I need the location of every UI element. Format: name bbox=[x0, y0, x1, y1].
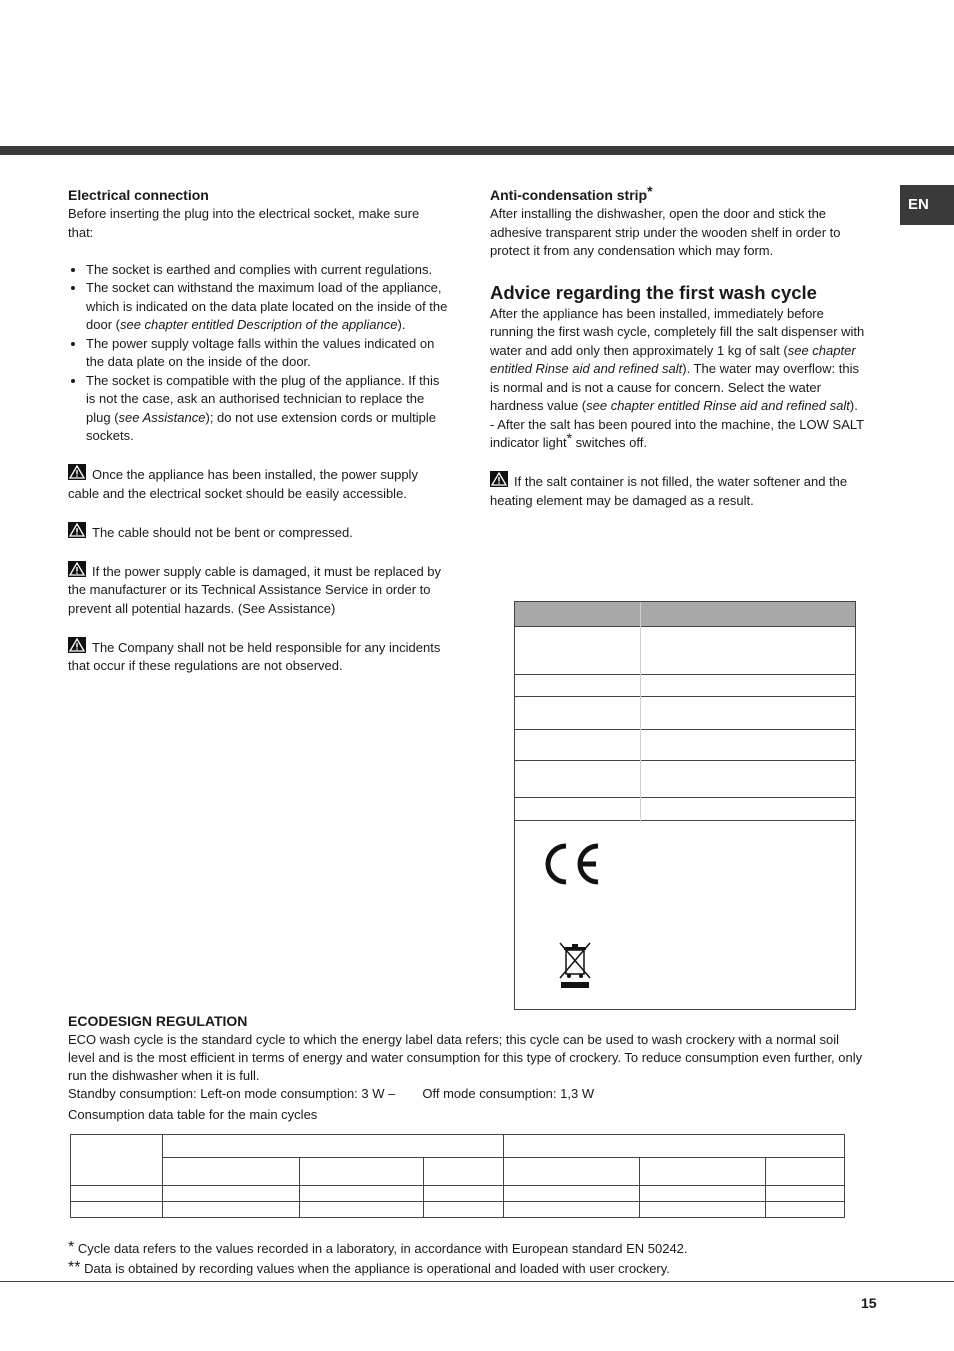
warning-note: The Company shall not be held responsible for any incidents that occur if these regulations are not observed. bbox=[68, 637, 448, 676]
table-row bbox=[515, 730, 855, 761]
table-row bbox=[515, 761, 855, 798]
table-row bbox=[515, 675, 855, 697]
warning-icon bbox=[68, 464, 86, 480]
table-row-divider bbox=[71, 1201, 844, 1202]
list-item: • The socket can withstand the maximum load of the appliance, which is indicated on the data plate located on the inside of the door (see chapter entitled Description of the appliance). bbox=[86, 279, 448, 335]
page-number: 15 bbox=[861, 1295, 877, 1311]
electrical-bullet-list bbox=[68, 261, 448, 446]
anti-condensation-heading: Anti-condensation strip* bbox=[490, 183, 653, 203]
table-column-divider bbox=[639, 1157, 640, 1217]
table-column-divider bbox=[503, 1135, 504, 1217]
table-column-divider bbox=[299, 1157, 300, 1217]
consumption-table bbox=[70, 1134, 845, 1218]
ecodesign-section bbox=[68, 1012, 863, 1124]
footnote: ** Data is obtained by recording values when the appliance is operational and loaded with user crockery. bbox=[68, 1259, 670, 1276]
electrical-intro: Before inserting the plug into the electrical socket, make sure that: bbox=[68, 206, 420, 240]
column-divider bbox=[640, 602, 641, 821]
table-column-divider bbox=[162, 1135, 163, 1217]
ecodesign-text: ECO wash cycle is the standard cycle to which the energy label data refers; this cycle can be used to wash crockery with a normal soil level and is the most efficient in terms of energy and water consumption for this type of crockery. To reduce consumption even further, only run the dishwasher when it is full. bbox=[68, 1032, 863, 1083]
footer-rule bbox=[0, 1281, 954, 1282]
weee-bin-icon bbox=[557, 940, 593, 990]
ce-mark-icon bbox=[544, 842, 602, 886]
electrical-connection-heading: Electrical connection bbox=[68, 187, 209, 203]
first-wash-text: After the appliance has been installed, immediately before running the first wash cycle, completely fill the salt dispenser with water and add only then approximately 1 kg of salt (see chapter entitled Rinse aid and refined salt). The water may overflow: this is normal and is not a cause for concern. Select the water hardness value (see chapter entitled Rinse aid and refined salt). - After the salt has been poured into the machine, the LOW SALT indicator light* switches off. bbox=[490, 305, 865, 450]
footnotes bbox=[68, 1238, 868, 1278]
table-column-divider bbox=[423, 1157, 424, 1217]
list-item: • The power supply voltage falls within the values indicated on the data plate on the inside of the door. bbox=[86, 335, 448, 372]
anti-condensation-text: After installing the dishwasher, open the door and stick the adhesive transparent strip under the wooden shelf in order to protect it from any condensation which may form. bbox=[490, 206, 841, 258]
warning-icon bbox=[68, 522, 86, 538]
table-row bbox=[515, 798, 855, 821]
language-tab: EN bbox=[900, 185, 954, 225]
table-row bbox=[515, 697, 855, 730]
consumption-table-caption: Consumption data table for the main cycles bbox=[68, 1107, 318, 1122]
warning-note: If the salt container is not filled, the water softener and the heating element may be damaged as a result. bbox=[490, 471, 865, 510]
warning-note: If the power supply cable is damaged, it must be replaced by the manufacturer or its Technical Assistance Service in order to prevent all potential hazards. (See Assistance) bbox=[68, 561, 448, 619]
list-item: • The socket is compatible with the plug of the appliance. If this is not the case, ask an authorised technician to replace the plug (see Assistance); do not use extension cords or multiple sockets. bbox=[86, 372, 448, 446]
table-row bbox=[515, 627, 855, 675]
first-wash-heading: Advice regarding the first wash cycle bbox=[490, 281, 817, 303]
warning-note: The cable should not be bent or compressed. bbox=[68, 522, 448, 543]
table-header-row bbox=[515, 602, 855, 627]
header-bar bbox=[0, 146, 954, 155]
warning-icon bbox=[68, 561, 86, 577]
list-item: • The socket is earthed and complies with current regulations. bbox=[86, 261, 448, 280]
table-column-divider bbox=[765, 1157, 766, 1217]
warning-icon bbox=[68, 637, 86, 653]
right-column bbox=[490, 183, 865, 510]
table-row-divider bbox=[71, 1185, 844, 1186]
warning-note: Once the appliance has been installed, the power supply cable and the electrical socket should be easily accessible. bbox=[68, 464, 448, 503]
left-column bbox=[68, 186, 448, 676]
footnote: * Cycle data refers to the values recorded in a laboratory, in accordance with European standard EN 50242. bbox=[68, 1239, 688, 1256]
warning-icon bbox=[490, 471, 508, 487]
standby-consumption: Standby consumption: Left-on mode consumption: 3 W – Off mode consumption: 1,3 W bbox=[68, 1086, 595, 1101]
ecodesign-heading: ECODESIGN REGULATION bbox=[68, 1013, 248, 1029]
